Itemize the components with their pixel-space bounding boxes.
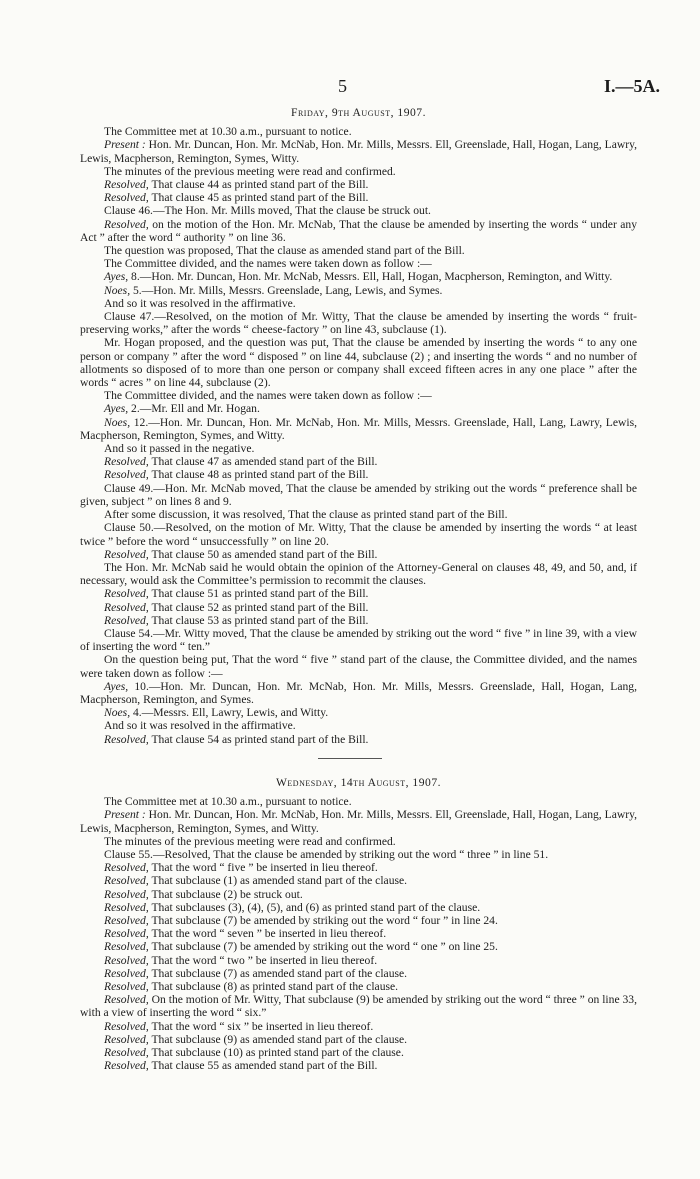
paragraph-lead: Noes, [104,706,131,720]
paragraph-text: The Hon. Mr. McNab said he would obtain the opinion of the Attorney-General on clauses 48, 49, and 50, and, if necessary, would ask the Committee’s permission to recommit the clauses. [80,560,637,588]
minutes-paragraph [80,508,637,521]
minutes-paragraph [80,521,637,547]
paragraph-text: Hon. Mr. Duncan, Hon. Mr. McNab, Hon. Mr. Mills, Messrs. Ell, Greenslade, Hall, Hogan, Lang, Lawry, Lewis, Macpherson, Remington, Symes, Witty. [80,138,638,165]
paragraph-text: The question was proposed, That the clause as amended stand part of the Bill. [104,244,465,258]
paragraph-text: 4.—Messrs. Ell, Lawry, Lewis, and Witty. [130,706,329,720]
minutes-paragraph [80,257,637,270]
paragraph-text: That subclause (9) as amended stand part of the clause. [148,1032,408,1046]
paragraph-lead: Resolved, [104,1059,149,1073]
paragraph-text: That clause 52 as printed stand part of the Bill. [148,600,369,614]
paragraph-text: Clause 46.—The Hon. Mr. Mills moved, That the clause be struck out. [104,204,431,218]
paragraph-lead: Ayes, [104,270,129,284]
paragraph-lead: Resolved, [104,455,149,469]
paragraph-text: Clause 47.—Resolved, on the motion of Mr. Witty, That the clause be amended by inserting the words “ fruit-preserving works,” after the words “ cheese-factory ” on line 43, subclause (1). [80,310,637,337]
minutes-paragraph [80,455,637,468]
minutes-paragraph [80,733,637,746]
meeting-minutes-wednesday [80,776,637,1072]
paragraph-text: The Committee met at 10.30 a.m., pursuant to notice. [104,795,352,809]
paragraph-lead: Noes, [104,283,131,297]
paragraph-text: The minutes of the previous meeting were read and confirmed. [104,834,396,848]
minutes-paragraph [80,1046,637,1059]
minutes-paragraph [80,389,637,402]
minutes-paragraph [80,442,637,455]
paragraph-text: That subclause (1) as amended stand part of the clause. [148,874,408,888]
paragraph-text: The Committee divided, and the names were taken down as follow :— [104,389,432,403]
minutes-paragraph [80,297,637,310]
paragraph-text: The Committee divided, and the names were taken down as follow :— [104,257,432,271]
minutes-paragraph [80,914,637,927]
paragraph-lead: Resolved, [104,874,149,888]
paragraph-lead: Resolved, [104,732,149,746]
paragraph-text: After some discussion, it was resolved, That the clause as printed stand part of the Bill. [104,508,508,522]
paragraph-text: That subclause (7) as amended stand part of the clause. [148,966,408,980]
paragraph-text: The Committee met at 10.30 a.m., pursuant to notice. [104,125,352,139]
minutes-paragraph [80,835,637,848]
minutes-paragraph [80,927,637,940]
paragraph-text: On the motion of Mr. Witty, That subclause (9) be amended by striking out the word “ three ” on line 33, with a view of inserting the word “ six.” [80,993,637,1020]
paragraph-text: That the word “ five ” be inserted in lieu thereof. [148,861,378,875]
paragraph-lead: Resolved, [104,887,149,901]
paragraph-text: Clause 49.—Hon. Mr. McNab moved, That the clause be amended by striking out the words “ preference shall be given, subject ” on lines 8 and 9. [80,481,637,508]
minutes-body [80,795,637,1072]
paragraph-text: That the word “ two ” be inserted in lieu thereof. [148,953,378,967]
paragraph-lead: Resolved, [104,1032,149,1046]
minutes-paragraph [80,1059,637,1072]
minutes-paragraph [80,653,637,679]
paragraph-text: On the question being put, That the word “ five ” stand part of the clause, the Committee divided, and the names were taken down as follow :— [80,653,637,680]
minutes-paragraph [80,125,637,138]
paragraph-text: That subclause (8) as printed stand part of the clause. [148,980,399,994]
minutes-paragraph [80,1020,637,1033]
minutes-paragraph [80,954,637,967]
minutes-paragraph [80,284,637,297]
minutes-paragraph [80,1033,637,1046]
minutes-paragraph [80,627,637,653]
meeting-date: Wednesday, 14th August, 1907. [275,776,442,789]
meeting-date: Friday, 9th August, 1907. [291,106,426,119]
minutes-paragraph [80,548,637,561]
minutes-paragraph [80,874,637,887]
minutes-paragraph [80,482,637,508]
minutes-paragraph [80,967,637,980]
paragraph-text: That subclause (7) be amended by striking out the word “ one ” on line 25. [148,940,498,954]
minutes-paragraph [80,795,637,808]
paragraph-lead: Resolved, [104,613,149,627]
minutes-paragraph [80,416,637,442]
paragraph-text: That subclause (7) be amended by striking out the word “ four ” in line 24. [148,914,498,928]
paragraph-text: That clause 47 as amended stand part of the Bill. [148,455,378,469]
minutes-paragraph [80,402,637,415]
minutes-paragraph [80,719,637,732]
minutes-paragraph [80,861,637,874]
paragraph-text: That clause 44 as printed stand part of the Bill. [148,178,369,192]
paragraph-text: That clause 55 as amended stand part of the Bill. [148,1059,378,1073]
paragraph-lead: Resolved, [104,547,149,561]
paragraph-text: That clause 48 as printed stand part of the Bill. [148,468,369,482]
paragraph-text: And so it was resolved in the affirmative. [104,719,296,733]
minutes-paragraph [80,587,637,600]
paragraph-text: Mr. Hogan proposed, and the question was put, That the clause be amended by inserting the words “ to any one person or company ” after the word “ disposed ” on line 44, subclause (2) ; and inserting the words “ and no number of allotments so disposed of to more than one person or company shall exceed fifteen acres in any one place ” after the words “ acres ” on line 44, subclause (2). [80,336,637,390]
minutes-paragraph [80,848,637,861]
paragraph-lead: Resolved, [104,993,149,1007]
paragraph-text: 10.—Hon. Mr. Duncan, Hon. Mr. McNab, Hon. Mr. Mills, Messrs. Greenslade, Hall, Hogan, Lang, Macpherson, Remington, and Symes. [80,679,637,706]
minutes-paragraph [80,888,637,901]
meeting-minutes-friday [80,106,637,746]
minutes-paragraph [80,244,637,257]
page-number: 5 [338,76,347,96]
minutes-paragraph [80,614,637,627]
paragraph-lead: Present : [104,808,146,822]
paragraph-lead: Resolved, [104,468,149,482]
paragraph-text: Clause 55.—Resolved, That the clause be amended by striking out the word “ three ” in line 51. [104,848,549,862]
minutes-paragraph [80,165,637,178]
paragraph-lead: Resolved, [104,953,149,967]
paragraph-text: 2.—Mr. Ell and Mr. Hogan. [128,402,260,416]
paragraph-text: Clause 50.—Resolved, on the motion of Mr. Witty, That the clause be amended by inserting the words “ at least twice ” before the word “ unsuccessfully ” on line 20. [80,521,637,548]
paragraph-lead: Resolved, [104,861,149,875]
paragraph-text: Hon. Mr. Duncan, Hon. Mr. McNab, Hon. Mr. Mills, Messrs. Ell, Greenslade, Hall, Hogan, Lang, Lawry, Lewis, Macpherson, Remington, Symes, and Witty. [80,808,638,835]
minutes-paragraph [80,808,637,834]
minutes-paragraph [80,310,637,336]
paragraph-text: That clause 53 as printed stand part of the Bill. [148,613,369,627]
paragraph-text: That subclause (10) as printed stand part of the clause. [148,1046,404,1060]
paragraph-lead: Resolved, [104,178,149,192]
paragraph-text: on the motion of the Hon. Mr. McNab, That the clause be amended by inserting the words “ under any Act ” after the word “ authority ” on line 36. [80,217,637,244]
paragraph-lead: Resolved, [104,1046,149,1060]
paragraph-lead: Resolved, [104,217,149,231]
paragraph-lead: Resolved, [104,600,149,614]
paragraph-text: That clause 51 as printed stand part of the Bill. [148,587,369,601]
paragraph-lead: Present : [104,138,146,152]
paragraph-text: That the word “ six ” be inserted in lieu thereof. [148,1019,374,1033]
paragraph-lead: Resolved, [104,927,149,941]
paragraph-text: 12.—Hon. Mr. Duncan, Hon. Mr. McNab, Hon. Mr. Mills, Messrs. Greenslade, Hall, Lang, Lawry, Lewis, Macpherson, Remington, Symes, and Witty. [80,415,637,442]
paragraph-text: And so it passed in the negative. [104,442,255,456]
paragraph-lead: Resolved, [104,980,149,994]
minutes-paragraph [80,468,637,481]
minutes-paragraph [80,993,637,1019]
paragraph-lead: Resolved, [104,900,149,914]
paragraph-lead: Resolved, [104,914,149,928]
minutes-body [80,125,637,746]
paragraph-lead: Resolved, [104,587,149,601]
paragraph-lead: Resolved, [104,966,149,980]
paragraph-text: 8.—Hon. Mr. Duncan, Hon. Mr. McNab, Messrs. Ell, Hall, Hogan, Macpherson, Remington, and Witty. [128,270,613,284]
document-reference: I.—5A. [603,76,660,96]
section-divider [318,758,382,759]
paragraph-lead: Resolved, [104,1019,149,1033]
paragraph-text: Clause 54.—Mr. Witty moved, That the clause be amended by striking out the word “ five ” in line 39, with a view of inserting the word “ ten.” [80,626,637,654]
minutes-paragraph [80,218,637,244]
paragraph-text: That the word “ seven ” be inserted in lieu thereof. [148,927,387,941]
minutes-paragraph [80,940,637,953]
minutes-paragraph [80,178,637,191]
paragraph-text: That subclause (2) be struck out. [148,887,303,901]
paragraph-lead: Resolved, [104,940,149,954]
paragraph-lead: Noes, [104,415,131,429]
minutes-paragraph [80,601,637,614]
minutes-paragraph [80,204,637,217]
minutes-paragraph [80,138,637,164]
minutes-paragraph [80,980,637,993]
minutes-paragraph [80,336,637,389]
paragraph-text: The minutes of the previous meeting were read and confirmed. [104,164,396,178]
minutes-paragraph [80,270,637,283]
paragraph-text: That clause 45 as printed stand part of the Bill. [148,191,369,205]
minutes-paragraph [80,680,637,706]
paragraph-text: That subclauses (3), (4), (5), and (6) as printed stand part of the clause. [148,900,481,914]
paragraph-lead: Ayes, [104,679,129,693]
minutes-paragraph [80,706,637,719]
paragraph-text: That clause 50 as amended stand part of the Bill. [148,547,378,561]
minutes-paragraph [80,901,637,914]
paragraph-lead: Resolved, [104,191,149,205]
paragraph-text: That clause 54 as printed stand part of the Bill. [148,732,369,746]
paragraph-text: 5.—Hon. Mr. Mills, Messrs. Greenslade, Lang, Lewis, and Symes. [130,283,443,297]
minutes-paragraph [80,561,637,587]
minutes-paragraph [80,191,637,204]
paragraph-text: And so it was resolved in the affirmative. [104,296,296,310]
paragraph-lead: Ayes, [104,402,129,416]
